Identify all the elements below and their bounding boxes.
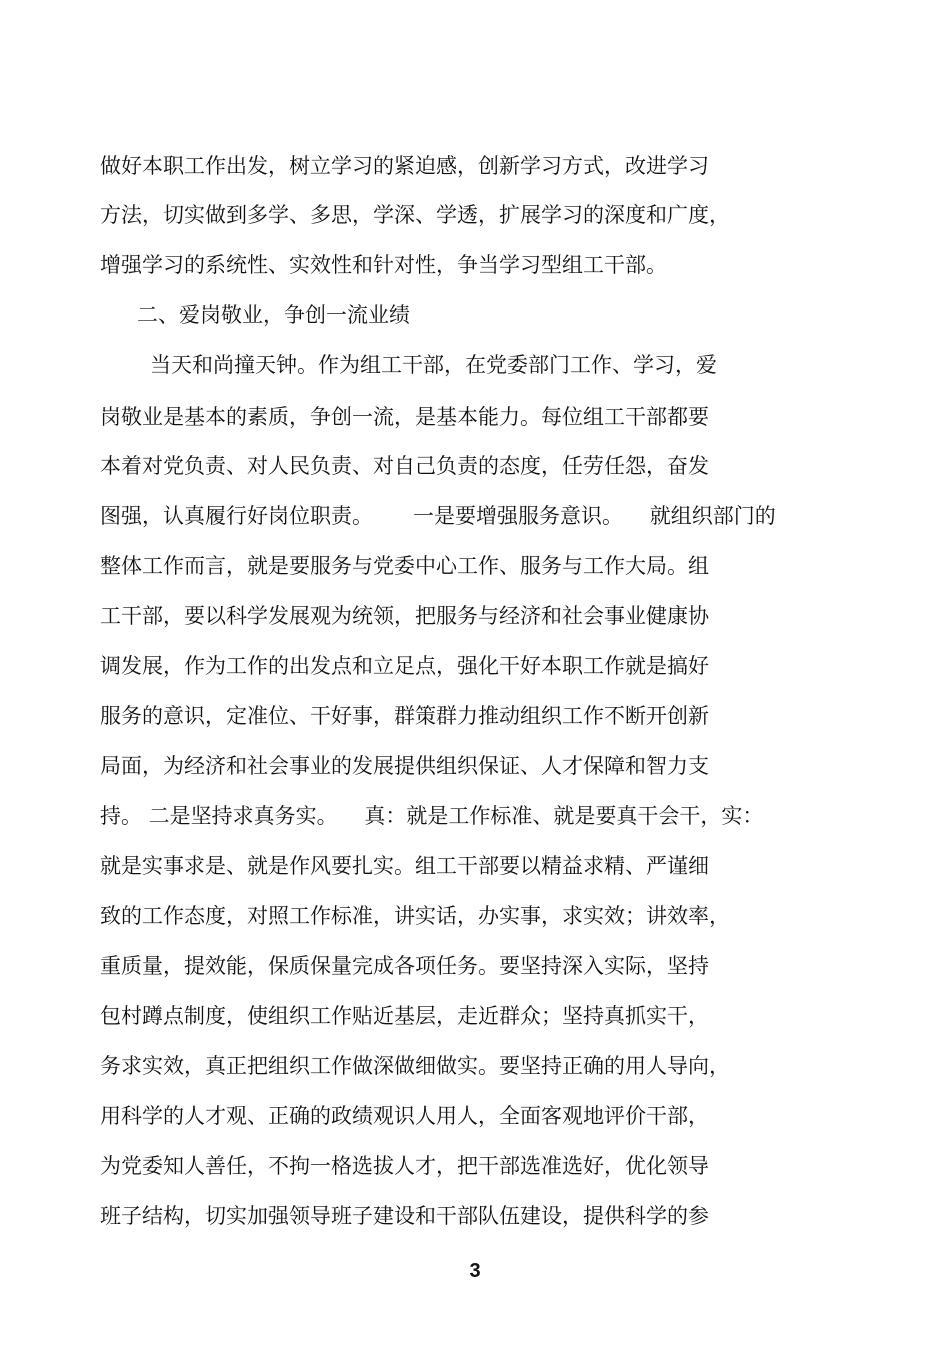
text-line-7: 本着对党负责、对人民负责、对自己负责的态度，任劳任怨，奋发 bbox=[100, 454, 709, 478]
text-line-22: 班子结构，切实加强领导班子建设和干部队伍建设，提供科学的参 bbox=[100, 1204, 709, 1228]
text-line-18: 包村蹲点制度，使组织工作贴近基层，走近群众；坚持真抓实干， bbox=[100, 1004, 709, 1028]
text-line-2: 方法，切实做到多学、多思，学深、学透，扩展学习的深度和广度， bbox=[100, 203, 730, 227]
text-line-14: 持。 二是坚持求真务实。 真：就是工作标准、就是要真干会干，实： bbox=[100, 804, 764, 828]
text-line-16: 致的工作态度，对照工作标准，讲实话，办实事，求实效；讲效率， bbox=[100, 904, 730, 928]
section-heading: 二、爱岗敬业，争创一流业绩 bbox=[137, 303, 410, 327]
text-line-12: 服务的意识，定准位、干好事，群策群力推动组织工作不断开创新 bbox=[100, 704, 709, 728]
text-line-15: 就是实事求是、就是作风要扎实。组工干部要以精益求精、严谨细 bbox=[100, 854, 709, 878]
text-line-19: 务求实效，真正把组织工作做深做细做实。要坚持正确的用人导向， bbox=[100, 1054, 730, 1078]
text-line-5: 当天和尚撞天钟。作为组工干部，在党委部门工作、学习，爱 bbox=[150, 353, 717, 377]
text-line-10: 工干部，要以科学发展观为统领，把服务与经济和社会事业健康协 bbox=[100, 604, 709, 628]
page-number: 3 bbox=[469, 1260, 481, 1282]
text-line-13: 局面，为经济和社会事业的发展提供组织保证、人才保障和智力支 bbox=[100, 754, 709, 778]
text-line-9: 整体工作而言，就是要服务与党委中心工作、服务与工作大局。组 bbox=[100, 554, 709, 578]
text-line-1: 做好本职工作出发，树立学习的紧迫感，创新学习方式，改进学习 bbox=[100, 154, 709, 178]
text-line-11: 调发展，作为工作的出发点和立足点，强化干好本职工作就是搞好 bbox=[100, 654, 709, 678]
text-line-6: 岗敬业是基本的素质，争创一流，是基本能力。每位组工干部都要 bbox=[100, 405, 709, 429]
text-line-21: 为党委知人善任，不拘一格选拔人才，把干部选准选好，优化领导 bbox=[100, 1154, 709, 1178]
text-line-3: 增强学习的系统性、实效性和针对性，争当学习型组工干部。 bbox=[100, 253, 667, 277]
text-line-20: 用科学的人才观、正确的政绩观识人用人，全面客观地评价干部， bbox=[100, 1104, 709, 1128]
text-line-17: 重质量，提效能，保质保量完成各项任务。要坚持深入实际，坚持 bbox=[100, 954, 709, 978]
text-line-8: 图强，认真履行好岗位职责。 一是要增强服务意识。 就组织部门的 bbox=[100, 504, 776, 528]
